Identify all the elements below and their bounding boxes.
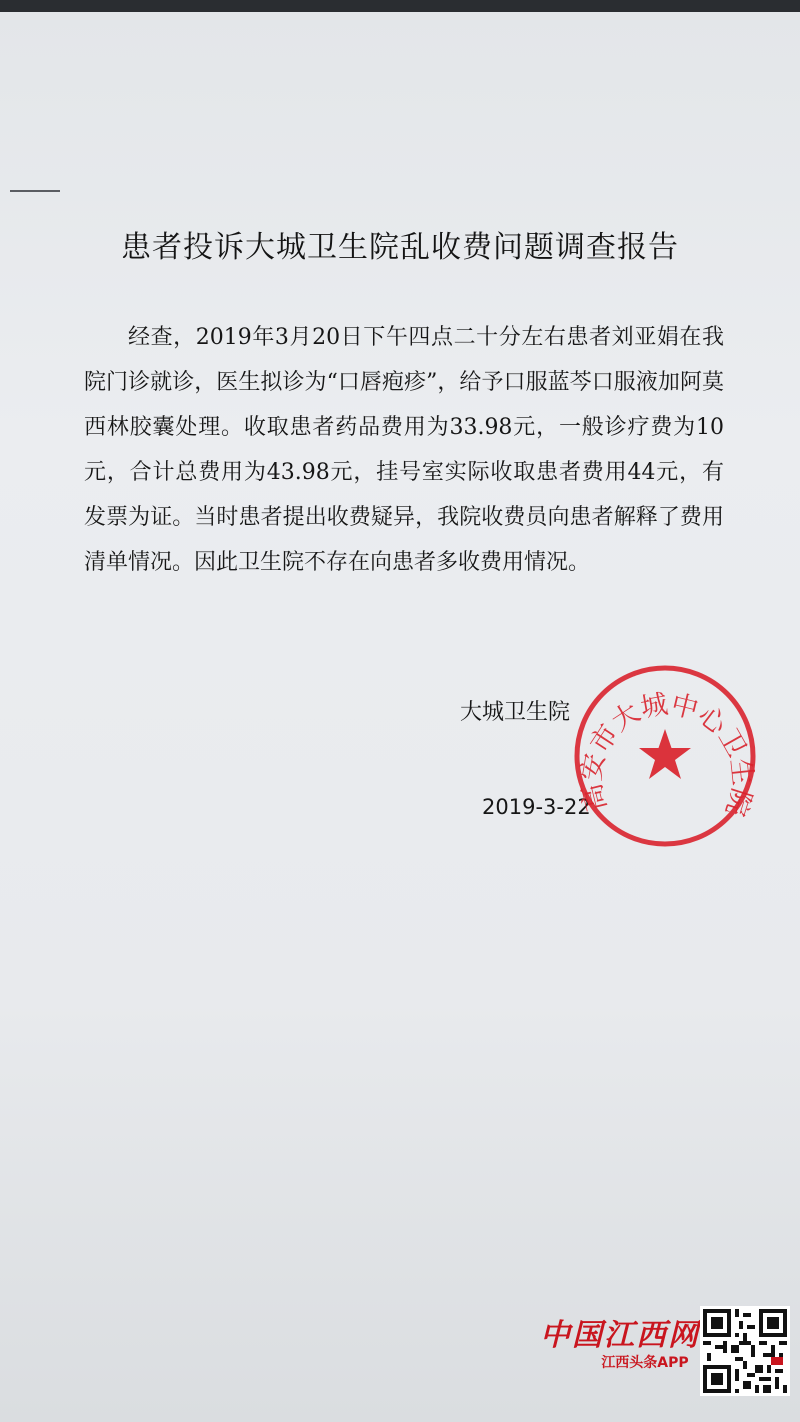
signature-date: 2019-3-22	[482, 795, 591, 819]
watermark-brand: 中国江西网	[540, 1318, 700, 1353]
qr-code-icon	[700, 1306, 790, 1396]
document-title: 患者投诉大城卫生院乱收费问题调查报告	[121, 230, 679, 265]
svg-text:高安市大城中心卫生院: 高安市大城中心卫生院	[576, 688, 758, 820]
signature-organization: 大城卫生院	[460, 700, 571, 725]
official-seal-stamp	[572, 663, 758, 849]
watermark-app-name: 江西头条APP	[601, 1355, 689, 1371]
document-body: 经查，2019年3月20日下午四点二十分左右患者刘亚娟在我院门诊就诊，医生拟诊为“口唇疱疹”，给予口服蓝芩口服液加阿莫西林胶囊处理。收取患者药品费用为33.98元，一般诊疗费为10元，合计总费用为43.98元，挂号室实际收取患者费用44元，有发票为证。当时患者提出收费疑异，我院收费员向患者解释了费用清单情况。因此卫生院不存在向患者多收费用情况。	[84, 325, 724, 575]
binder-mark	[10, 190, 60, 192]
seal-star-icon	[639, 729, 691, 779]
watermark-logo	[540, 1310, 700, 1380]
